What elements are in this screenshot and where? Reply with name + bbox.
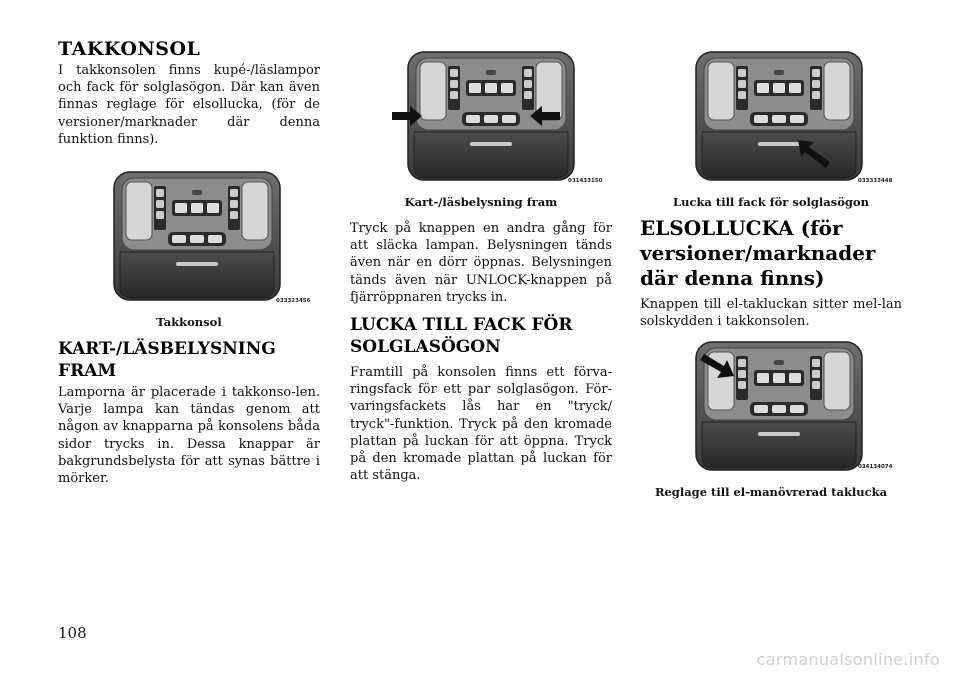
arrow-right-icon bbox=[392, 106, 422, 126]
arrow-up-left-icon bbox=[798, 140, 830, 168]
heading-kartbelysning: KART-/LÄSBELYSNING FRAM bbox=[58, 339, 276, 381]
body-solglasogon: Framtill på konsolen finns ett förva-ringsfack för ett par solglasögon. För-varingsfackets lås har en "tryck/ tryck"-funktion. Tryck på den kromade plattan på luckan för att öppna. Tryck på den kromade plattan på luckan för att stänga. bbox=[350, 365, 612, 484]
figure-code: 033323456 bbox=[276, 298, 311, 304]
arrow-down-right-icon bbox=[700, 354, 734, 380]
figure-code: 031433150 bbox=[568, 178, 603, 184]
intro-text: I takkonsolen finns kupé-/läslampor och fack för solglasögon. Där kan även finnas reglage för elsollucka, (för de versioner/marknader där denna funktion finns). bbox=[58, 63, 320, 147]
figure-kartbelysning bbox=[392, 50, 612, 190]
body-belysning: Tryck på knappen en andra gång för att släcka lampan. Belysningen tänds även när en dörr öppnas. Belysningen tänds även när UNLOCK-knappen på fjärröppnaren trycks in. bbox=[350, 221, 612, 305]
figure-takkonsol bbox=[112, 170, 312, 310]
figure-caption: Kart-/läsbelysning fram bbox=[404, 195, 558, 209]
figure-taklucka-reglage bbox=[694, 340, 904, 480]
console-image bbox=[694, 50, 864, 182]
body-kartbelysning: Lamporna är placerade i takkonso-len. Varje lampa kan tändas genom att någon av knapparna på konsolens båda sidor trycks in. Dessa knappar är bakgrundsbelysta för att synas bättre i mörker. bbox=[58, 385, 320, 487]
console-image bbox=[112, 170, 282, 302]
figure-code: 033333448 bbox=[858, 178, 893, 184]
heading-solglasogon: LUCKA TILL FACK FÖR SOLGLASÖGON bbox=[350, 315, 573, 357]
body-elsollucka: Knappen till el-takluckan sitter mel-lan solskydden i takkonsolen. bbox=[640, 297, 902, 330]
figure-caption: Lucka till fack för solglasögon bbox=[673, 195, 869, 209]
page-number: 108 bbox=[58, 624, 87, 642]
section-title: TAKKONSOL bbox=[58, 38, 201, 60]
figure-caption: Reglage till el-manövrerad taklucka bbox=[654, 485, 888, 499]
figure-solglasogonfack bbox=[694, 50, 904, 190]
footer-watermark: carmanualsonline.info bbox=[756, 650, 940, 669]
figure-caption: Takkonsol bbox=[156, 315, 222, 329]
figure-code: 034134074 bbox=[858, 464, 893, 470]
heading-elsollucka: ELSOLLUCKA (för versioner/marknader där denna finns) bbox=[640, 216, 876, 290]
arrow-left-icon bbox=[530, 106, 560, 126]
